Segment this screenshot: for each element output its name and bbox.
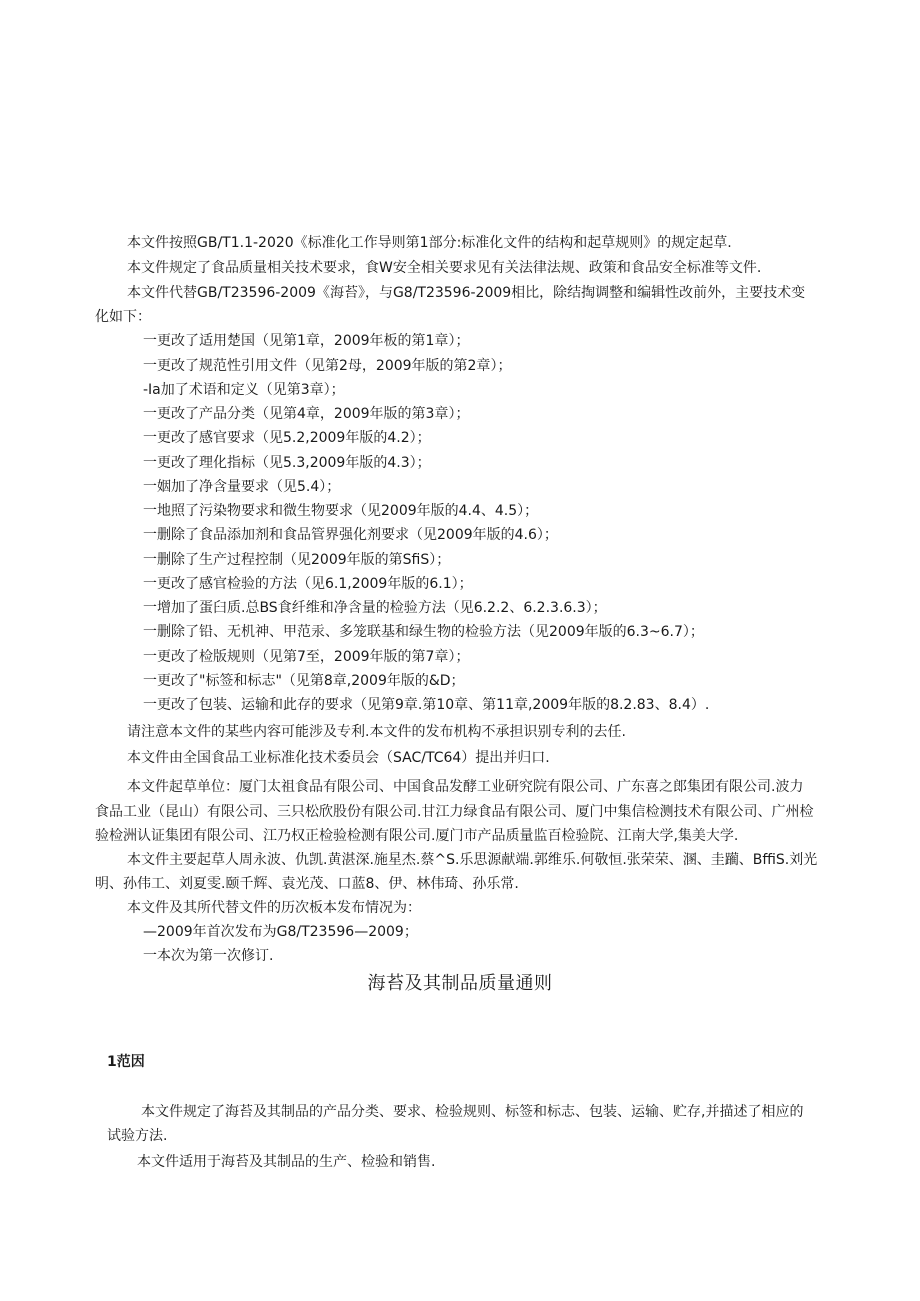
foreword-paragraph-patent: 请注意本文件的某些内容可能涉及专利.本文件的发布机构不承担识别专利的去任.	[127, 724, 626, 740]
scope-paragraph-line-1: 本文件规定了海苔及其制品的产品分类、要求、检验规则、标签和标志、包装、运输、贮存,并描述了相应的	[141, 1104, 804, 1120]
change-item: 一地照了污染物要求和微生物要求（见2009年版的4.4、4.5）；	[143, 503, 539, 519]
foreword-paragraph-history: 本文件及其所代替文件的历次板本发布情况为：	[127, 900, 421, 916]
foreword-paragraph-replaces-line-2: 化如下：	[95, 309, 151, 325]
change-item: 一更改了检版规则（见第7至，2009年版的第7章）；	[143, 649, 470, 665]
history-item: —2009年首次发布为G8/T23596—2009；	[143, 924, 418, 940]
foreword-paragraph-drafting-rules: 本文件按照GB/T1.1-2020《标准化工作导则第1部分:标准化文件的结构和起草规则》的规定起草.	[127, 235, 732, 251]
change-item: 一更改了感官要求（见5.2,2009年版的4.2）；	[143, 430, 431, 446]
change-item: 一更改了产品分类（见第4章，2009年版的第3章）；	[143, 406, 470, 422]
change-item: 一增加了蛋臼质.总BS食纤维和净含量的检验方法（见6.2.2、6.2.3.6.3）；	[143, 600, 607, 616]
change-item: 一更改了感官检验的方法（见6.1,2009年版的6.1）；	[143, 576, 473, 592]
foreword-paragraph-drafting-units-line-3: 验检洲认证集团有限公司、江乃权正检验检测有限公司.厦门市产品质量监百检验院、江南大学,集美大学.	[95, 828, 739, 844]
scope-paragraph-line-2: 试验方法.	[107, 1128, 168, 1144]
foreword-paragraph-drafters-line-2: 明、孙伟工、刘夏雯.颐千辉、袁光茂、口蓝8、伊、林伟琦、孙乐常.	[95, 876, 519, 892]
history-item: 一本次为第一次修订.	[143, 948, 274, 964]
change-item: 一更改了包装、运输和此存的要求（见第9章.第10章、第11章,2009年版的8.2.83、8.4）.	[143, 697, 710, 713]
change-item: 一姻加了净含量要求（见5.4）；	[143, 479, 341, 495]
change-item: 一删除了铅、无机神、甲范汞、多笼联基和绿生物的检验方法（见2009年版的6.3~6.7）；	[143, 624, 704, 640]
foreword-paragraph-replaces-line-1: 本文件代替GB/T23596-2009《海苔》，与G8/T23596-2009相比，除结掏调整和编辑性改前外，主要技术变	[127, 285, 806, 301]
change-item: -Ia加了术语和定义（见第3章）；	[143, 382, 345, 398]
scope-paragraph-applicability: 本文件适用于海苔及其制品的生产、检验和销售.	[137, 1154, 436, 1170]
foreword-paragraph-proposer: 本文件由全国食品工业标准化技术委员会（SAC/TC64）提出并归口.	[127, 750, 550, 766]
standard-title: 海苔及其制品质量通则	[367, 973, 553, 994]
foreword-paragraph-scope-note: 本文件规定了食品质量相关技术要求，食W安全相关要求见有关法律法规、政策和食品安全标准等文件.	[127, 260, 762, 276]
change-item: 一删除了食品添加剂和食品管界强化剂要求（见2009年版的4.6）；	[143, 527, 558, 543]
change-item: 一更改了"标签和标志"（见第8章,2009年版的&D；	[143, 673, 465, 689]
foreword-paragraph-drafters-line-1: 本文件主要起草人周永波、仇凯.黄湛深.施星杰.蔡^S.乐思源献端.郭维乐.何敬恒.张荣荣、溷、圭躏、BffiS.刘光	[127, 852, 818, 868]
section-heading-scope: 1范因	[107, 1054, 145, 1070]
change-item: 一更改了理化指标（见5.3,2009年版的4.3）；	[143, 455, 431, 471]
change-item: 一删除了生产过程控制（见2009年版的第SfiS）；	[143, 552, 451, 568]
foreword-paragraph-drafting-units-line-2: 食品工业（昆山）有限公司、三只松欣股份有限公司.甘江力绿食品有限公司、厦门中集信检测技术有限公司、广州检	[95, 804, 814, 820]
change-item: 一更改了适用楚国（见第1章，2009年板的第1章）；	[143, 333, 470, 349]
change-item: 一更改了规范性引用文件（见第2母，2009年版的第2章）；	[143, 358, 512, 374]
foreword-paragraph-drafting-units-line-1: 本文件起草单位：厦门太祖食品有限公司、中国食品发酵工业研究院有限公司、广东喜之郎集团有限公司.波力	[127, 779, 804, 795]
